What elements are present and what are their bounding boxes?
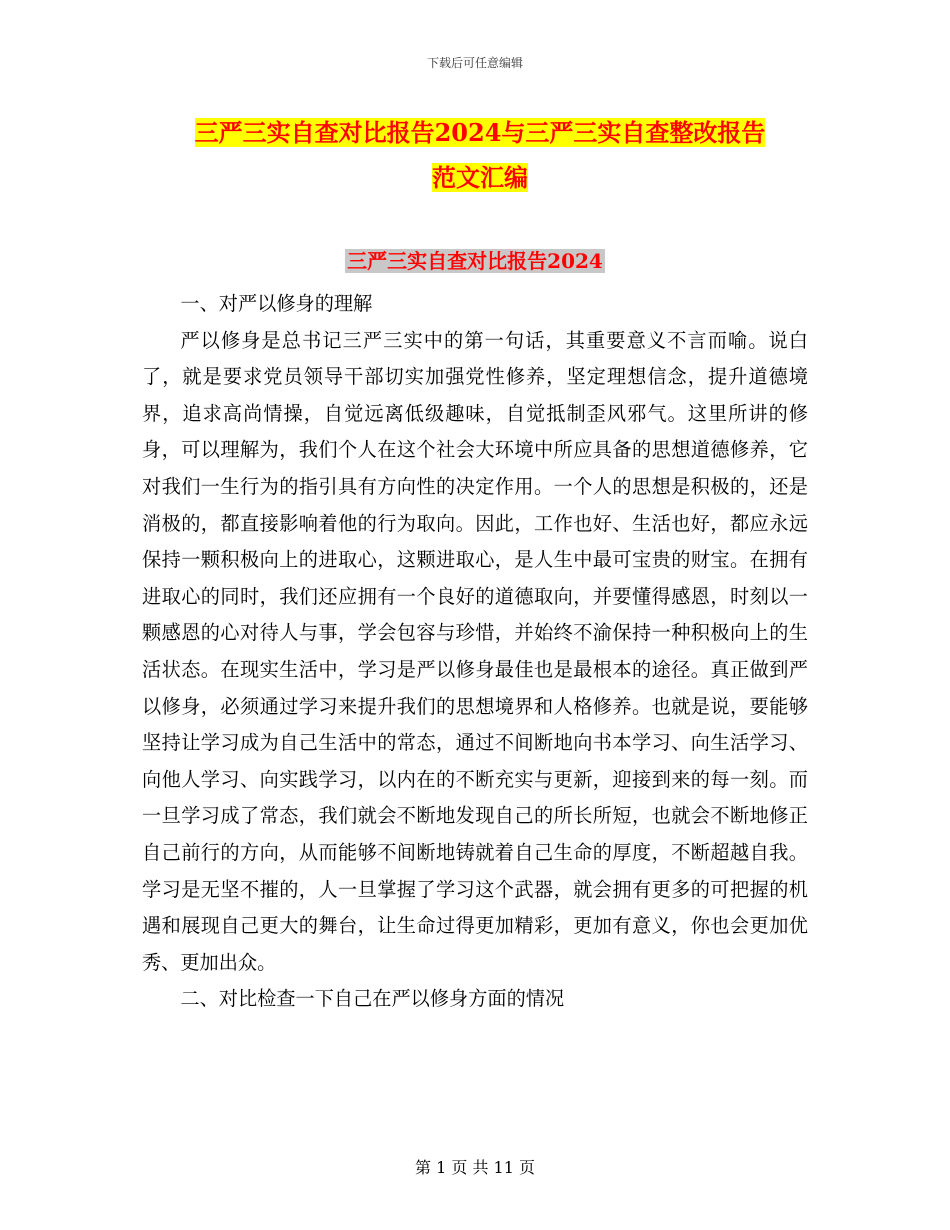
- body-text: [142, 286, 808, 1018]
- paragraph: 严以修身是总书记三严三实中的第一句话，其重要意义不言而喻。说白了，就是要求党员领导干部切实加强党性修养，坚定理想信念，提升道德境界，追求高尚情操，自觉远离低级趣味，自觉抵制歪风邪气。这里所讲的修身，可以理解为，我们个人在这个社会大环境中所应具备的思想道德修养，它对我们一生行为的指引具有方向性的决定作用。一个人的思想是积极的，还是消极的，都直接影响着他的行为取向。因此，工作也好、生活也好，都应永远保持一颗积极向上的进取心，这颗进取心，是人生中最可宝贵的财宝。在拥有进取心的同时，我们还应拥有一个良好的道德取向，并要懂得感恩，时刻以一颗感恩的心对待人与事，学会包容与珍惜，并始终不渝保持一种积极向上的生活状态。在现实生活中，学习是严以修身最佳也是最根本的途径。真正做到严以修身，必须通过学习来提升我们的思想境界和人格修养。也就是说，要能够坚持让学习成为自己生活中的常态，通过不间断地向书本学习、向生活学习、向他人学习、向实践学习，以内在的不断充实与更新，迎接到来的每一刻。而一旦学习成了常态，我们就会不断地发现自己的所长所短，也就会不断地修正自己前行的方向，从而能够不间断地铸就着自己生命的厚度，不断超越自我。学习是无坚不摧的，人一旦掌握了学习这个武器，就会拥有更多的可把握的机遇和展现自己更大的舞台，让生命过得更加精彩，更加有意义，你也会更加优秀、更加出众。: [142, 328, 808, 974]
- document-title-line-2: 范文汇编: [432, 163, 528, 192]
- subheading-1: 一、对严以修身的理解: [180, 292, 373, 315]
- subheading-2: 二、对比检查一下自己在严以修身方面的情况: [180, 987, 565, 1011]
- header-note: 下载后可任意编辑: [426, 56, 523, 70]
- section-heading: [0, 245, 950, 277]
- section-heading-text: 三严三实自查对比报告2024: [347, 249, 603, 273]
- document-title-line-1: 三严三实自查对比报告2024与三严三实自查整改报告: [194, 118, 766, 147]
- page-footer: 第 1 页 共 11 页: [415, 1158, 535, 1177]
- document-title: [140, 110, 820, 200]
